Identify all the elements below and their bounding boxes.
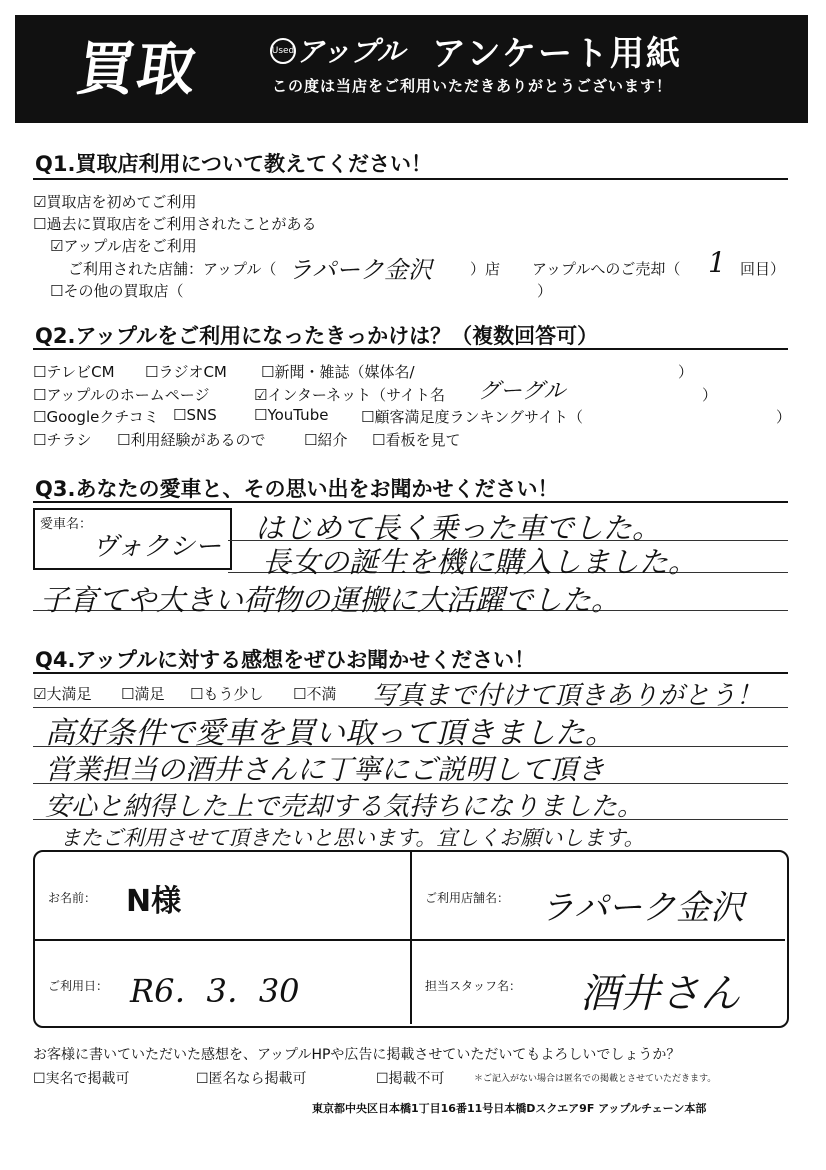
date-label: ご利用日： (48, 979, 109, 993)
q2-option-flyer[interactable]: ☐チラシ (33, 431, 92, 449)
q3-divider (33, 501, 788, 503)
q2-divider (33, 348, 788, 350)
q1-option-other-close: ） (537, 282, 553, 300)
q1-option-first-time[interactable]: ☑買取店を初めてご利用 (33, 193, 197, 211)
brand-logo: アップル (296, 35, 405, 68)
q4-rating-not-quite[interactable]: ☐もう少し (190, 685, 264, 703)
q2-option-internet[interactable]: ☑インターネット（サイト名 (254, 386, 446, 404)
q4-comment-line-4[interactable]: 安心と納得した上で売却する気持ちになりました。 (45, 792, 644, 822)
q1-option-apple[interactable]: ☑アップル店をご利用 (50, 237, 197, 255)
name-label: お名前： (48, 891, 97, 905)
q2-option-experience[interactable]: ☐利用経験があるので (117, 431, 266, 449)
brand-mark-icon: Used (270, 38, 296, 64)
q2-option-newspaper[interactable]: ☐新聞・雑誌（媒体名/ (261, 363, 415, 381)
q2-internet-value[interactable]: グーグル (478, 379, 566, 404)
company-address: 東京都中央区日本橋1丁目16番11号日本橋Dスクエア9F アップルチェーン本部 (312, 1102, 707, 1115)
q2-option-radiocm[interactable]: ☐ラジオCM (145, 363, 227, 381)
q4-rating-satisfied[interactable]: ☐満足 (121, 685, 165, 703)
q2-newspaper-close: ） (678, 363, 694, 381)
q2-option-ranking[interactable]: ☐顧客満足度ランキングサイト（ (361, 408, 583, 426)
q4-divider (33, 672, 788, 674)
q4-question: Q4.アップルに対する感想をぜひお聞かせください！ (35, 648, 536, 672)
q2-option-tvcm[interactable]: ☐テレビCM (33, 363, 115, 381)
q1-option-other[interactable]: ☐その他の買取店（ (50, 282, 184, 300)
consent-option-anonymous[interactable]: ☐匿名なら掲載可 (196, 1071, 307, 1087)
q2-question: Q2.アップルをご利用になったきっかけは？（複数回答可） (35, 324, 599, 348)
date-value[interactable]: R6．3．30 (130, 972, 300, 1010)
q2-option-homepage[interactable]: ☐アップルのホームページ (33, 386, 210, 404)
q3-memory-line-2[interactable]: 長女の誕生を機に購入しました。 (262, 545, 698, 579)
q2-option-sns[interactable]: ☐SNS (173, 406, 217, 424)
q2-option-signboard[interactable]: ☐看板を見て (372, 431, 461, 449)
q2-option-google-review[interactable]: ☐Googleクチコミ (33, 408, 159, 426)
consent-option-no-publish[interactable]: ☐掲載不可 (376, 1071, 445, 1087)
info-horizontal-divider (35, 939, 785, 941)
q4-comment-line-2[interactable]: 高好条件で愛車を買い取って頂きました。 (45, 716, 615, 751)
q3-car-value[interactable]: ヴォクシー (92, 532, 221, 562)
store-name-label: ご利用店舗名： (425, 891, 510, 905)
q4-rating-very-satisfied[interactable]: ☑大満足 (33, 685, 92, 703)
name-value[interactable]: N様 (126, 884, 182, 919)
q4-comment-line-3[interactable]: 営業担当の酒井さんに丁寧にご説明して頂き (45, 753, 606, 786)
store-name-value[interactable]: ラパーク金沢 (540, 888, 744, 928)
q1-store-suffix: ）店 (470, 260, 501, 278)
page-subtitle: この度は当店をご利用いただきありがとうございます！ (272, 77, 673, 95)
q1-times-value[interactable]: 1 (708, 246, 726, 279)
q1-times-label: アップルへのご売却（ (532, 260, 681, 278)
kaitori-logo: 買取 (72, 35, 203, 103)
q2-option-youtube[interactable]: ☐YouTube (254, 406, 329, 424)
q2-internet-close: ） (702, 386, 718, 404)
info-vertical-divider (410, 852, 412, 1024)
q1-store-value[interactable]: ラパーク金沢 (288, 256, 432, 284)
q1-question: Q1.買取店利用について教えてください！ (35, 152, 433, 176)
q3-car-label: 愛車名： (40, 517, 93, 532)
q3-memory-line-1[interactable]: はじめて長く乗った車でした。 (255, 511, 662, 545)
q4-rating-dissatisfied[interactable]: ☐不満 (293, 685, 337, 703)
q1-option-used-before[interactable]: ☐過去に買取店をご利用されたことがある (33, 215, 317, 233)
page-title: アンケート用紙 (432, 34, 682, 74)
consent-question: お客様に書いていただいた感想を、アップルHPや広告に掲載させていただいてもよろしいでしょうか？ (33, 1047, 681, 1063)
consent-note: ＊ご記入がない場合は匿名での掲載とさせていただきます。 (474, 1074, 717, 1084)
q3-memory-line-3[interactable]: 子育てや大きい荷物の運搬に大活躍でした。 (40, 583, 621, 617)
staff-label: 担当スタッフ名： (425, 979, 522, 993)
q2-option-referral[interactable]: ☐紹介 (304, 431, 348, 449)
q4-comment-line-1[interactable]: 写真まで付けて頂きありがとう！ (372, 681, 763, 711)
staff-value[interactable]: 酒井さん (580, 971, 740, 1017)
q2-ranking-close: ） (776, 408, 792, 426)
q1-times-suffix: 回目） (740, 260, 786, 278)
q3-question: Q3.あなたの愛車と、その思い出をお聞かせください！ (35, 477, 559, 501)
q1-divider (33, 178, 788, 180)
consent-option-real-name[interactable]: ☐実名で掲載可 (33, 1071, 130, 1087)
q1-store-label: ご利用された店舗：アップル（ (68, 260, 277, 278)
q4-comment-line-5[interactable]: またご利用させて頂きたいと思います。宜しくお願いします。 (60, 826, 645, 850)
